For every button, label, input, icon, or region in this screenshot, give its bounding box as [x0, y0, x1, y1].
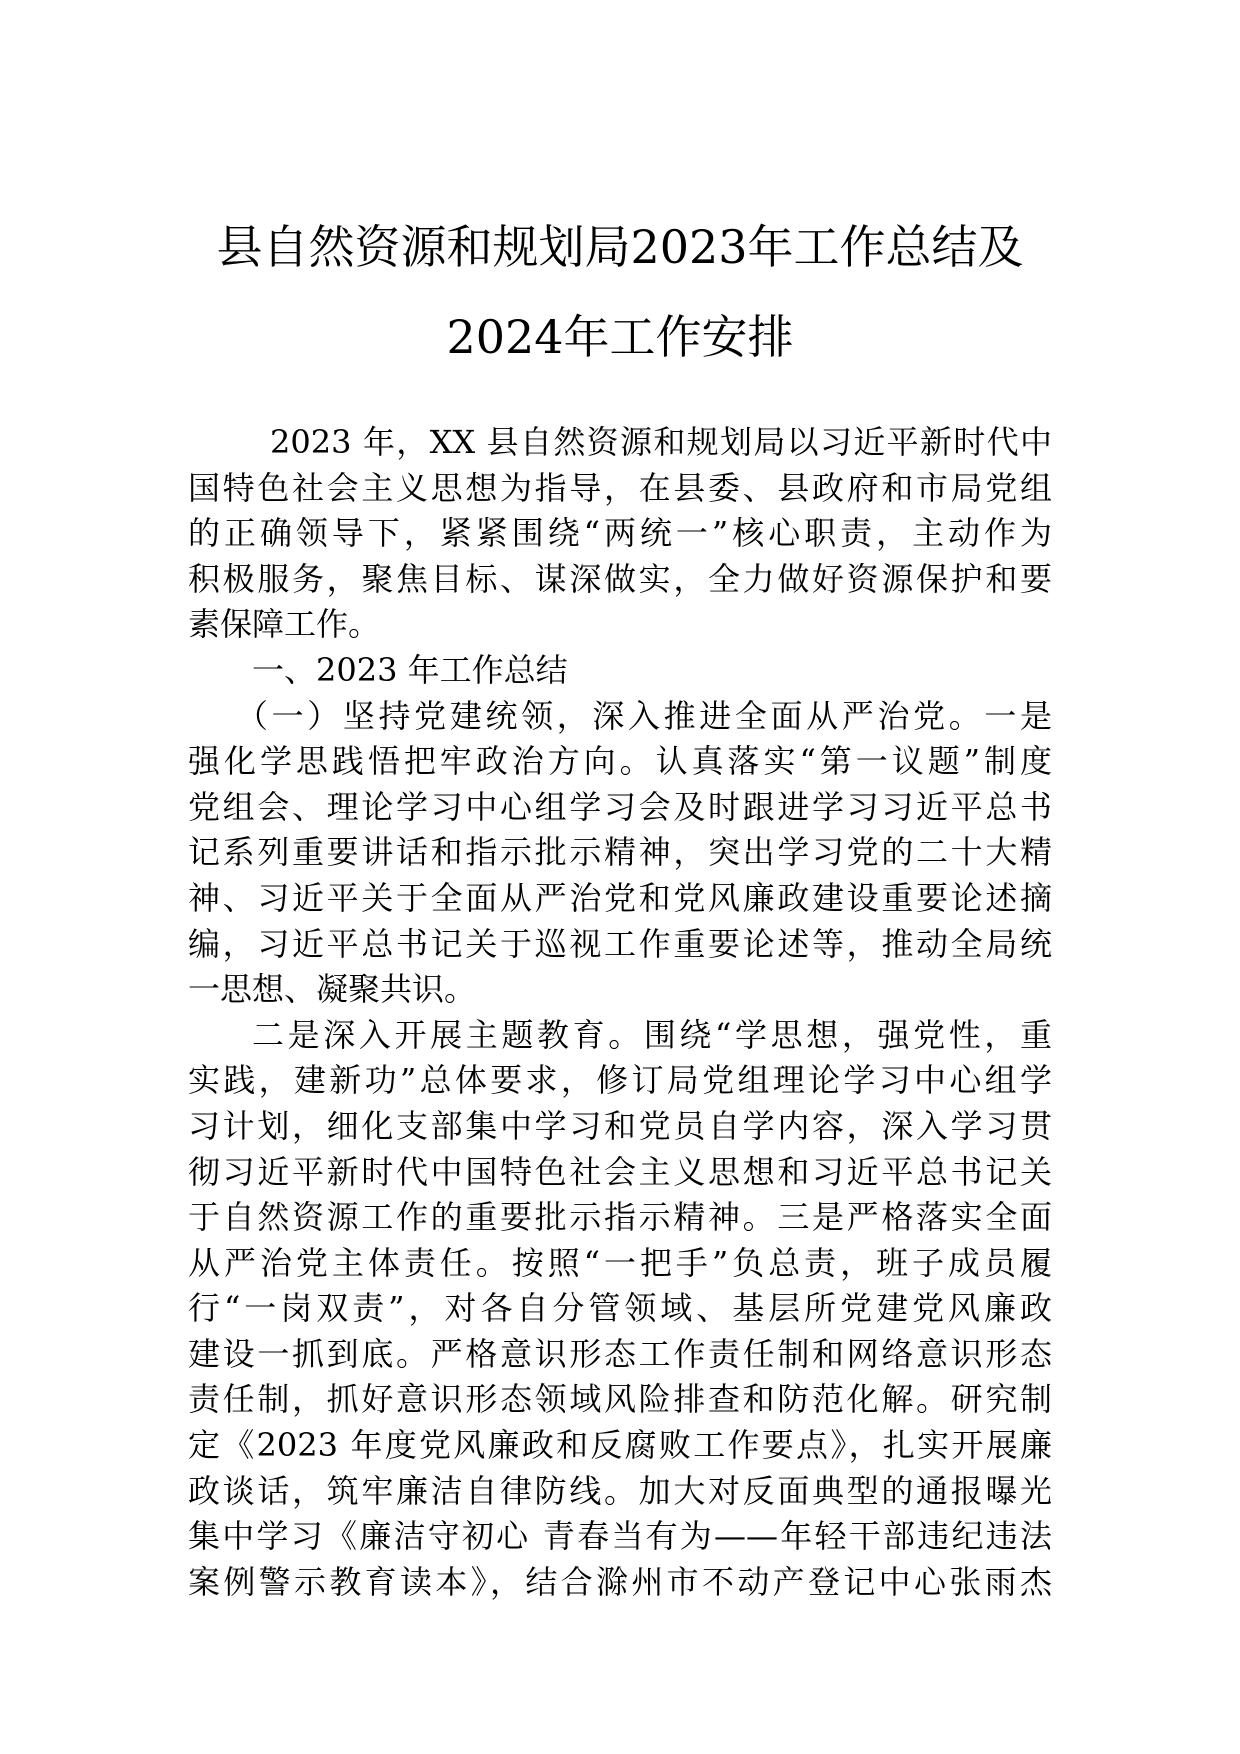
body-line: 责任制，抓好意识形态领域风险排查和防范化解。研究制 [188, 1380, 1052, 1419]
body-line: 建设一抓到底。严格意识形态工作责任制和网络意识形态 [188, 1334, 1052, 1373]
body-line: 实践，建新功”总体要求，修订局党组理论学习中心组学 [188, 1061, 1052, 1100]
body-line: 党组会、理论学习中心组学习会及时跟进学习习近平总书 [188, 787, 1052, 826]
body-line: 定《2023 年度党风廉政和反腐败工作要点》，扎实开展廉 [188, 1426, 1052, 1465]
body-line: 彻习近平新时代中国特色社会主义思想和习近平总书记关 [188, 1152, 1052, 1191]
document-title-line-2: 2024年工作安排 [446, 310, 794, 364]
body-line: 政谈话，筑牢廉洁自律防线。加大对反面典型的通报曝光 [188, 1471, 1052, 1510]
document-title-line-1: 县自然资源和规划局2023年工作总结及 [216, 220, 1024, 274]
body-line: 素保障工作。 [188, 605, 381, 644]
body-line: 从严治党主体责任。按照“一把手”负总责，班子成员履 [188, 1243, 1052, 1282]
body-line: 编，习近平总书记关于巡视工作重要论述等，推动全局统 [188, 924, 1052, 963]
body-line: 强化学思践悟把牢政治方向。认真落实“第一议题”制度 [188, 742, 1052, 781]
body-line: （一）坚持党建统领，深入推进全面从严治党。一是 [236, 696, 1052, 735]
body-line: 集中学习《廉洁守初心 青春当有为——年轻干部违纪违法 [188, 1517, 1052, 1556]
section-heading: 一、2023 年工作总结 [252, 650, 568, 689]
document-body [188, 420, 1052, 1605]
body-line: 2023 年，XX 县自然资源和规划局以习近平新时代中 [270, 423, 1052, 461]
body-line: 神、习近平关于全面从严治党和党风廉政建设重要论述摘 [188, 878, 1052, 917]
body-line: 一思想、凝聚共识。 [188, 970, 477, 1009]
body-line: 积极服务，聚焦目标、谋深做实，全力做好资源保护和要 [188, 559, 1052, 598]
body-line: 记系列重要讲话和指示批示精神，突出学习党的二十大精 [188, 833, 1052, 872]
body-line: 于自然资源工作的重要批示指示精神。三是严格落实全面 [188, 1198, 1052, 1237]
body-line: 行“一岗双责”，对各自分管领域、基层所党建党风廉政 [188, 1289, 1052, 1328]
body-line: 二是深入开展主题教育。围绕“学思想，强党性，重 [252, 1015, 1052, 1054]
body-line: 习计划，细化支部集中学习和党员自学内容，深入学习贯 [188, 1106, 1052, 1145]
body-line: 国特色社会主义思想为指导，在县委、县政府和市局党组 [188, 468, 1052, 507]
body-line: 的正确领导下，紧紧围绕“两统一”核心职责，主动作为 [188, 514, 1052, 553]
body-line: 案例警示教育读本》，结合滁州市不动产登记中心张雨杰 [188, 1562, 1052, 1601]
